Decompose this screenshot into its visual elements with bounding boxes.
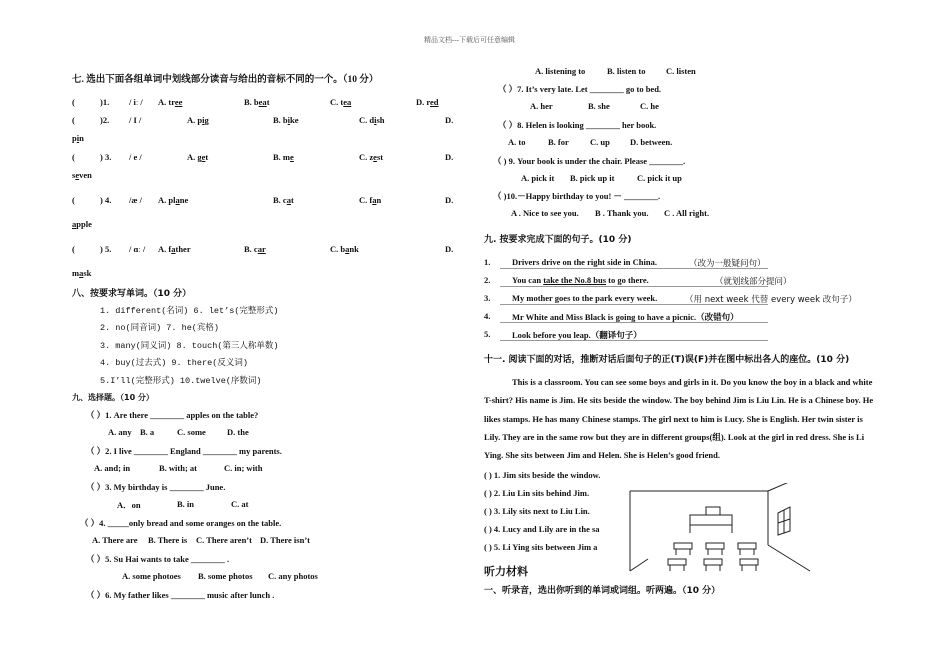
listening-subtitle: 一、听录音，选出你听到的单词或词组。听两遍。（10 分） xyxy=(484,586,721,596)
s9b-2-line xyxy=(500,286,768,287)
s9-q6-c: C. listen xyxy=(666,66,696,76)
s9b-1-line xyxy=(500,268,768,269)
s9-q2-a: A. and; in xyxy=(94,463,131,473)
s9-q8-b: B. for xyxy=(548,137,569,147)
s7-q1-opt-d: D. red xyxy=(416,97,439,107)
s9b-3-line xyxy=(500,304,768,305)
classroom-drawing xyxy=(628,483,813,575)
s7-q2-opt-d: D. xyxy=(445,115,454,125)
s9-q6-a: A. listening to xyxy=(535,66,586,76)
s7-q3-opt-b: B. me xyxy=(273,152,294,162)
section-9-title: 九、选择题。（10 分） xyxy=(72,393,154,402)
s8-row-2: 2. no(同音词) 7. he(宾格) xyxy=(100,323,220,333)
s7-q5-opt-b: B. car xyxy=(244,244,266,254)
s9b-2-sentence: You can take the No.8 bus to go there. xyxy=(512,275,649,285)
page-header: 精品文档---下载后可任意编辑 xyxy=(424,36,515,44)
s9-q5: （ ）5. Su Hai wants to take ________ . xyxy=(86,554,230,564)
s9-q5-a: A. some photoes xyxy=(122,571,181,581)
s9-q10: （ )10.－Happy birthday to you! － ________. xyxy=(493,191,661,201)
s9b-1-num: 1. xyxy=(484,257,491,267)
s9-q5-b: B. some photos xyxy=(198,571,253,581)
s9-q7-a: A. her xyxy=(530,101,553,111)
s7-q5-opt-d: D. xyxy=(445,244,454,254)
s9b-5-line xyxy=(500,340,768,341)
s8-row-1: 1. different(名词) 6. let’s(完整形式) xyxy=(100,306,279,316)
s7-q3-opt-c: C. zest xyxy=(359,152,384,162)
s9-q9-c: C. pick it up xyxy=(637,173,682,183)
s9b-3-num: 3. xyxy=(484,293,491,303)
s9-q8-c: C. up xyxy=(590,137,610,147)
s7-q3-opt-a: A. get xyxy=(187,152,209,162)
section-7-title: 七. 选出下面各组单词中划线部分读音与给出的音标不同的一个。（10 分） xyxy=(72,75,379,85)
s7-q4-opt-d: D. xyxy=(445,195,454,205)
s7-q1-opt-a: A. tree xyxy=(158,97,183,107)
s8-row-3: 3. many(同义词) 8. touch(第三人称单数) xyxy=(100,341,279,351)
s9-q2-c: C. in; with xyxy=(224,463,263,473)
s7-q4-opt-a: A. plane xyxy=(158,195,189,205)
s7-q2-num: )2. xyxy=(100,115,110,125)
s9-q1: （ ）1. Are there ________ apples on the table? xyxy=(86,410,259,420)
s9b-1-hint: （改为一般疑问句） xyxy=(689,259,766,269)
s7-q2-opt-d-word: pin xyxy=(72,133,84,143)
s9b-4-line xyxy=(500,322,768,323)
s9-q4-b: B. There is xyxy=(148,535,188,545)
s7-q4-opt-c: C. fan xyxy=(359,195,382,205)
s9-q1-d: D. the xyxy=(227,427,249,437)
s11-item-4: ( ) 4. Lucy and Lily are in the sa xyxy=(484,524,600,534)
s9-q10-a: A . Nice to see you. xyxy=(511,208,579,218)
s9-q5-c: C. any photos xyxy=(268,571,318,581)
s9b-3-hint: （用 next week 代替 every week 改句子） xyxy=(685,295,857,305)
s7-q5-opt-a: A. father xyxy=(158,244,191,254)
s8-row-5: 5.I’ll(完整形式) 10.twelve(序数词) xyxy=(100,376,262,386)
s7-q4-opt-d-word: apple xyxy=(72,219,92,229)
s9-q2: （ ）2. I live ________ England ________ my parents. xyxy=(86,446,282,456)
s9-q1-c: C. some xyxy=(177,427,206,437)
s7-q3-paren: ( xyxy=(72,152,75,162)
s9-q8-a: A. to xyxy=(508,137,526,147)
s9-q9-a: A. pick it xyxy=(521,173,555,183)
s9-q9: （ ) 9. Your book is under the chair. Please ________. xyxy=(493,156,686,166)
s8-row-4: 4. buy(过去式) 9. there(反义词) xyxy=(100,358,248,368)
s7-q3-num: ) 3. xyxy=(100,152,112,162)
s7-q5-phonetic: / ɑː / xyxy=(129,244,146,254)
s7-q2-opt-a: A. pig xyxy=(187,115,209,125)
s9-q7-b: B. she xyxy=(588,101,610,111)
s11-item-2: ( ) 2. Liu Lin sits behind Jim. xyxy=(484,488,590,498)
s9-q3-b: B. in xyxy=(177,499,195,509)
s9-q7-c: C. he xyxy=(640,101,659,111)
reading-passage: This is a classroom. You can see some boys and girls in it. Do you know the boy in a black and white T-shirt? His name is Jim. He sits beside the window. The boy behind Jim is Liu Lin. He is a Chinese boy. He likes stamps. He has many Chinese stamps. The girl next to him is Lucy. She is English. Her twin sister is Lily. They are in the same row but they are in different groups(组). Look at the girl in red dress. She is Li Ying. She sits between Jim and Helen. She is Helen’s good friend. xyxy=(484,377,874,461)
s9b-4-sentence: Mr White and Miss Black is going to have a picnic.（改错句） xyxy=(512,312,739,322)
s9b-4-num: 4. xyxy=(484,311,491,321)
s9-q7: （ ）7. It’s very late. Let ________ go to bed. xyxy=(498,84,662,94)
section-11-title: 十一. 阅读下面的对话，推断对话后面句子的正(T)误(F)并在图中标出各人的座位。(10 分) xyxy=(484,355,850,365)
section-8-title: 八、按要求写单词。（10 分） xyxy=(72,289,192,299)
s9-q6-b: B. listen to xyxy=(607,66,646,76)
s9-q9-b: B. pick up it xyxy=(570,173,615,183)
s9b-5-sentence: Look before you leap.（翻译句子） xyxy=(512,330,642,340)
s9-q8-d: D. between. xyxy=(630,137,673,147)
s9-q8: （ ）8. Helen is looking ________ her book. xyxy=(498,120,657,130)
s9-q3: （ ）3. My birthday is ________ June. xyxy=(86,482,226,492)
s7-q1-opt-b: B. beat xyxy=(244,97,270,107)
s7-q3-opt-d-word: seven xyxy=(72,170,92,180)
s7-q1-phonetic: / iː / xyxy=(129,97,143,107)
s7-q4-opt-b: B. cat xyxy=(273,195,294,205)
s7-q1-num: )1. xyxy=(100,97,110,107)
s9b-2-hint: （就划线部分提问） xyxy=(715,277,792,287)
section-9b-title: 九. 按要求完成下面的句子。(10 分) xyxy=(484,235,632,245)
s7-q1-opt-c: C. tea xyxy=(330,97,352,107)
s9-q10-b: B . Thank you. xyxy=(595,208,649,218)
s9-q4-c: C. There aren’t xyxy=(196,535,252,545)
s7-q2-opt-c: C. dish xyxy=(359,115,385,125)
s9b-1-sentence: Drivers drive on the right side in China. xyxy=(512,257,657,267)
s11-item-1: ( ) 1. Jim sits beside the window. xyxy=(484,470,601,480)
s7-q1-paren: ( xyxy=(72,97,75,107)
s7-q2-phonetic: / I / xyxy=(129,115,142,125)
s9-q4-d: D. There isn’t xyxy=(260,535,310,545)
s11-item-5: ( ) 5. Li Ying sits between Jim a xyxy=(484,542,598,552)
s9-q2-b: B. with; at xyxy=(159,463,198,473)
s7-q3-opt-d: D. xyxy=(445,152,454,162)
s9-q4: （ ）4. _____only bread and some oranges on the table. xyxy=(80,518,282,528)
s9b-5-num: 5. xyxy=(484,329,491,339)
s9-q3-c: C. at xyxy=(231,499,249,509)
s11-item-3: ( ) 3. Lily sits next to Liu Lin. xyxy=(484,506,590,516)
s7-q5-opt-c: C. bank xyxy=(330,244,359,254)
s7-q4-paren: ( xyxy=(72,195,75,205)
s9-q3-a: A．on xyxy=(117,500,141,510)
s9-q6: （ ）6. My father likes ________ music after lunch . xyxy=(86,590,275,600)
s7-q5-num: ) 5. xyxy=(100,244,112,254)
s9b-3-sentence: My mother goes to the park every week. xyxy=(512,293,658,303)
s7-q5-paren: ( xyxy=(72,244,75,254)
listening-title: 听力材料 xyxy=(484,565,528,578)
s7-q2-paren: ( xyxy=(72,115,75,125)
s9b-2-num: 2. xyxy=(484,275,491,285)
s9-q1-b: B. a xyxy=(140,427,155,437)
s7-q5-opt-d-word: mask xyxy=(72,268,92,278)
s9-q10-c: C . All right. xyxy=(664,208,710,218)
s7-q4-num: ) 4. xyxy=(100,195,112,205)
s9-q4-a: A. There are xyxy=(92,535,138,545)
s7-q4-phonetic: /æ / xyxy=(129,195,142,205)
s7-q2-opt-b: B. bike xyxy=(273,115,299,125)
s9-q1-a: A. any xyxy=(108,427,132,437)
s7-q3-phonetic: / e / xyxy=(129,152,142,162)
